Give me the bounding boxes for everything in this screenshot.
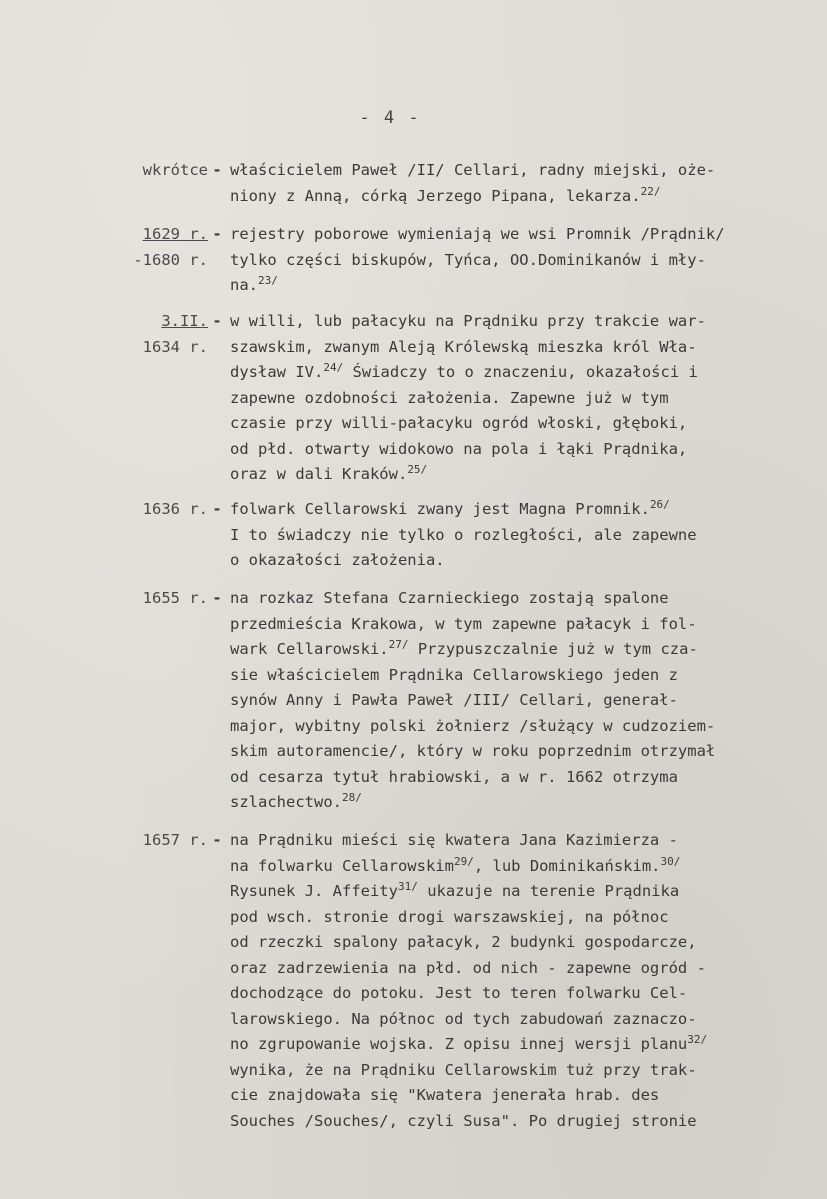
text-line [230,523,775,549]
text-line [230,981,775,1007]
entry-date [118,222,208,273]
text-segment: folwark Cellarowski zwany jest Magna Promnik. [230,500,650,518]
text-line [230,1007,775,1033]
entry-date [118,828,208,854]
text-segment: od cesarza tytuł hrabiowski, a w r. 1662 otrzyma [230,767,678,786]
text-line [230,739,775,765]
date-line: 1657 r. [142,831,208,849]
entry-text [230,309,775,488]
entry-dash: - [212,500,222,518]
entry-text [230,158,775,209]
text-line [230,1032,775,1058]
entry-text [230,497,775,574]
text-segment: Świadczy to o znaczeniu, okazałości i [343,363,698,381]
text-segment: oraz zadrzewienia na płd. od nich - zapewne ogród - [230,958,706,977]
text-segment: rejestry poborowe wymieniają we wsi Promnik /Prądnik/ [230,225,725,243]
date-line: 1636 r. [142,500,208,518]
text-segment: przedmieścia Krakowa, w tym zapewne pałacyk i fol- [230,614,697,633]
text-segment: w willi, lub pałacyku na Prądniku przy trakcie war- [230,312,706,330]
text-segment: wynika, że na Prądniku Cellarowskim tuż przy trak- [230,1060,697,1079]
text-line [230,411,775,437]
text-segment: od płd. otwarty widokowo na pola i łąki Prądnika, [230,439,688,458]
text-segment: pod wsch. stronie drogi warszawskiej, na północ [230,907,669,926]
date-line: 1629 r. [142,225,208,243]
entry-text [230,828,775,1134]
text-line [230,248,775,274]
text-segment: Souches /Souches/, czyli Susa". Po drugiej stronie [230,1111,697,1130]
text-line [230,273,775,299]
text-line [230,309,775,335]
text-segment: niony z Anną, córką Jerzego Pipana, lekarza. [230,186,641,205]
entry-dash: - [212,589,222,607]
date-line: 1634 r. [142,337,208,356]
text-line [230,930,775,956]
entry-dash: - [212,312,222,330]
text-line [230,1109,775,1135]
text-line [230,497,775,523]
text-segment: szlachectwo. [230,793,342,811]
footnote-ref: 27/ [388,637,409,651]
text-line [230,688,775,714]
text-line [230,879,775,905]
text-segment: skim autoramencie/, który w roku poprzednim otrzymał [230,742,716,760]
text-line [230,548,775,574]
text-segment: , lub Dominikańskim. [473,856,661,875]
page-number: - 4 - [359,108,421,128]
text-line [230,437,775,463]
text-segment: na rozkaz Stefana Czarnieckiego zostają spalone [230,589,669,607]
text-segment: dochodzące do potoku. Jest to teren folwarku Cel- [230,984,688,1002]
text-segment: tylko części biskupów, Tyńca, OO.Dominikanów i mły- [230,250,706,269]
text-segment: oraz w dali Kraków. [230,465,408,483]
text-segment: no zgrupowanie wojska. Z opisu innej wersji planu [230,1035,688,1053]
text-line [230,714,775,740]
text-segment: synów Anny i Pawła Paweł /III/ Cellari, generał- [230,691,678,709]
footnote-ref: 32/ [687,1032,708,1046]
date-line: 1655 r. [142,589,208,607]
entry-date [118,309,208,360]
text-segment: I to świadczy nie tylko o rozległości, ale zapewne [230,525,697,544]
footnote-ref: 29/ [453,854,474,868]
text-line [230,612,775,638]
entry-date [118,586,208,612]
text-line [230,158,775,184]
text-segment: czasie przy willi-pałacyku ogród włoski, głęboki, [230,414,688,432]
text-segment: szawskim, zwanym Aleją Królewską mieszka król Wła- [230,337,697,356]
footnote-ref: 30/ [660,854,681,868]
text-segment: zapewne ozdobności założenia. Zapewne już w tym [230,388,669,407]
footnote-ref: 26/ [649,497,670,511]
date-line: -1680 r. [133,250,208,269]
text-segment: wark Cellarowski. [230,640,389,658]
text-segment: właścicielem Paweł /II/ Cellari, radny miejski, oże- [230,161,716,179]
date-line: 3.II. [161,312,208,330]
text-segment: Przypuszczalnie już w tym cza- [408,640,698,658]
text-line [230,462,775,488]
date-line: wkrótce [142,161,208,179]
footnote-ref: 24/ [323,360,344,374]
footnote-ref: 25/ [407,462,428,476]
text-line [230,828,775,854]
text-line [230,586,775,612]
text-segment: sie właścicielem Prądnika Cellarowskiego jeden z [230,665,678,684]
footnote-ref: 22/ [640,184,661,198]
entry-text [230,586,775,816]
text-line [230,184,775,210]
footnote-ref: 23/ [258,273,278,287]
text-segment: cie znajdowała się "Kwatera jenerała hrab. des [230,1086,660,1104]
text-line [230,905,775,931]
footnote-ref: 28/ [341,790,362,804]
text-line [230,360,775,386]
text-line [230,335,775,361]
text-line [230,1083,775,1109]
text-line [230,854,775,880]
entry-date [118,497,208,523]
text-line [230,790,775,816]
text-segment: major, wybitny polski żołnierz /służący w cudzoziem- [230,716,716,735]
text-segment: o okazałości założenia. [230,551,445,569]
text-line [230,637,775,663]
text-line [230,765,775,791]
entry-dash: - [212,161,222,179]
text-segment: ukazuje na terenie Prądnika [417,882,680,900]
entry-dash: - [212,831,222,849]
text-segment: od rzeczki spalony pałacyk, 2 budynki gospodarcze, [230,933,697,951]
text-segment: na Prądniku mieści się kwatera Jana Kazimierza - [230,831,678,849]
entry-date [118,158,208,184]
footnote-ref: 31/ [397,879,418,893]
text-line [230,663,775,689]
entry-dash: - [212,225,222,243]
text-line [230,386,775,412]
text-line [230,956,775,982]
entry-text [230,222,775,299]
text-line [230,1058,775,1084]
text-segment: na folwarku Cellarowskim [230,856,454,875]
text-segment: dysław IV. [230,363,324,381]
text-segment: na. [230,276,258,294]
text-line [230,222,775,248]
text-segment: Rysunek J. Affeity [230,882,398,900]
text-segment: larowskiego. Na północ od tych zabudowań zaznaczo- [230,1009,697,1028]
